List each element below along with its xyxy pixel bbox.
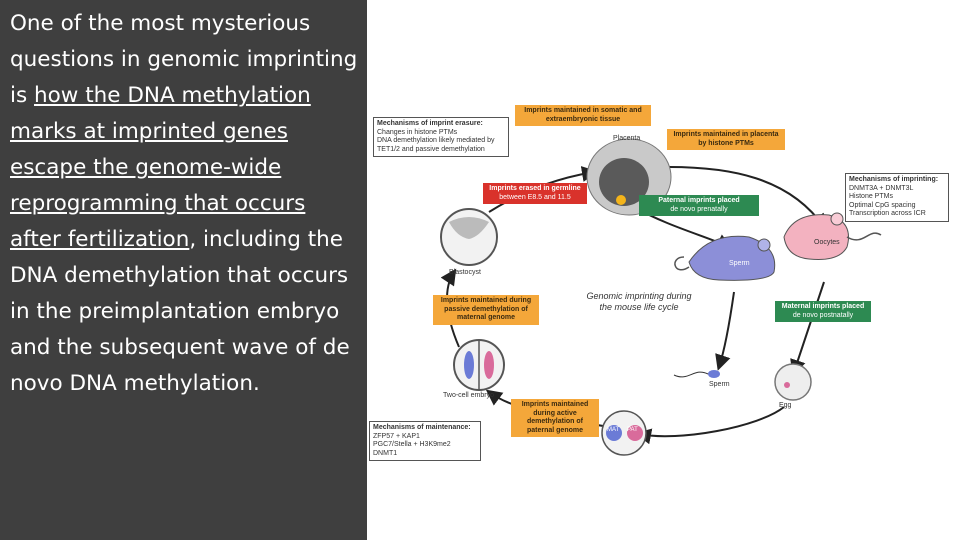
embryo-gonad-dot bbox=[616, 195, 626, 205]
somatic-box bbox=[515, 105, 651, 126]
maternal-sub: de novo postnatally bbox=[792, 311, 854, 319]
passive-box bbox=[433, 295, 539, 325]
two-cell-label: Two-cell embryo bbox=[443, 392, 494, 399]
paternal-box bbox=[639, 195, 759, 216]
oocytes-label: Oocytes bbox=[814, 239, 840, 246]
erasure-line: DNA demethylation likely mediated by TET1/2 and passive demethylation bbox=[377, 137, 495, 153]
pat-label: PAT bbox=[627, 427, 638, 433]
arrow-oocytes-to-egg bbox=[794, 282, 824, 372]
maintenance-line: ZFP57 + KAP1 bbox=[373, 432, 420, 440]
maternal-title: Maternal imprints placed bbox=[781, 303, 865, 310]
imprinting-line: DNMT3A + DNMT3L bbox=[849, 184, 914, 192]
imprinting-line: Histone PTMs bbox=[849, 193, 893, 200]
body-text-start: One of the most mysterious questions in genomic imprinting is bbox=[10, 11, 358, 108]
erased-box bbox=[483, 183, 587, 204]
slide-body-text bbox=[10, 6, 360, 402]
egg-label: Egg bbox=[779, 402, 792, 409]
mat-label: MAT bbox=[607, 427, 620, 433]
center-title: Genomic imprinting during the mouse life cycle bbox=[586, 291, 692, 312]
maintenance-line: DNMT1 bbox=[373, 449, 398, 457]
maintenance-title: Mechanisms of maintenance: bbox=[373, 424, 471, 431]
passive-text: Imprints maintained during passive demethylation of maternal genome bbox=[440, 297, 532, 321]
maternal-box bbox=[775, 301, 871, 322]
erased-title: Imprints erased in germline bbox=[489, 185, 581, 192]
active-box bbox=[511, 399, 599, 437]
life-cycle-figure bbox=[369, 97, 960, 463]
sperm-label: Sperm bbox=[709, 381, 730, 388]
egg-shape bbox=[775, 364, 811, 400]
paternal-title: Paternal imprints placed bbox=[658, 197, 740, 204]
somatic-text: Imprints maintained in somatic and extraembryonic tissue bbox=[524, 107, 642, 123]
placenta-label: Placenta bbox=[613, 135, 641, 142]
imprinting-title: Mechanisms of imprinting: bbox=[849, 176, 939, 183]
erasure-box bbox=[373, 117, 509, 157]
imprinting-mechanisms-box bbox=[845, 173, 949, 222]
blastocyst-label: Blastocyst bbox=[449, 269, 481, 276]
text-panel bbox=[0, 0, 367, 540]
maintenance-line: PGC7/Stella + H3K9me2 bbox=[373, 441, 451, 448]
sperm-shape bbox=[708, 370, 720, 378]
body-text-underlined: how the DNA methylation marks at imprinted genes escape the genome-wide reprogramming that occurs after fertilization bbox=[10, 83, 311, 252]
imprinting-line: Transcription across ICR bbox=[849, 210, 926, 217]
paternal-sub: de novo prenatally bbox=[670, 205, 728, 213]
erased-sub: between E8.5 and 11.5 bbox=[499, 193, 571, 201]
active-text: Imprints maintained during active demethylation of paternal genome bbox=[521, 401, 589, 434]
erasure-line: Changes in histone PTMs bbox=[377, 128, 458, 136]
arrow-mouse-to-sperm bbox=[719, 292, 734, 367]
sperm-mouse-label: Sperm bbox=[729, 260, 750, 267]
imprinting-line: Optimal CpG spacing bbox=[849, 201, 916, 209]
erasure-title: Mechanisms of imprint erasure: bbox=[377, 120, 483, 127]
body-text-end: , including the DNA demethylation that occurs in the preimplantation embryo and the subsequent wave of de novo DNA methylation. bbox=[10, 227, 350, 396]
placenta-ptm-box bbox=[667, 129, 785, 150]
arrow-egg-to-zygote bbox=[639, 407, 784, 436]
placenta-ptm-text: Imprints maintained in placenta by histone PTMs bbox=[673, 131, 779, 147]
maintenance-box bbox=[369, 421, 481, 461]
